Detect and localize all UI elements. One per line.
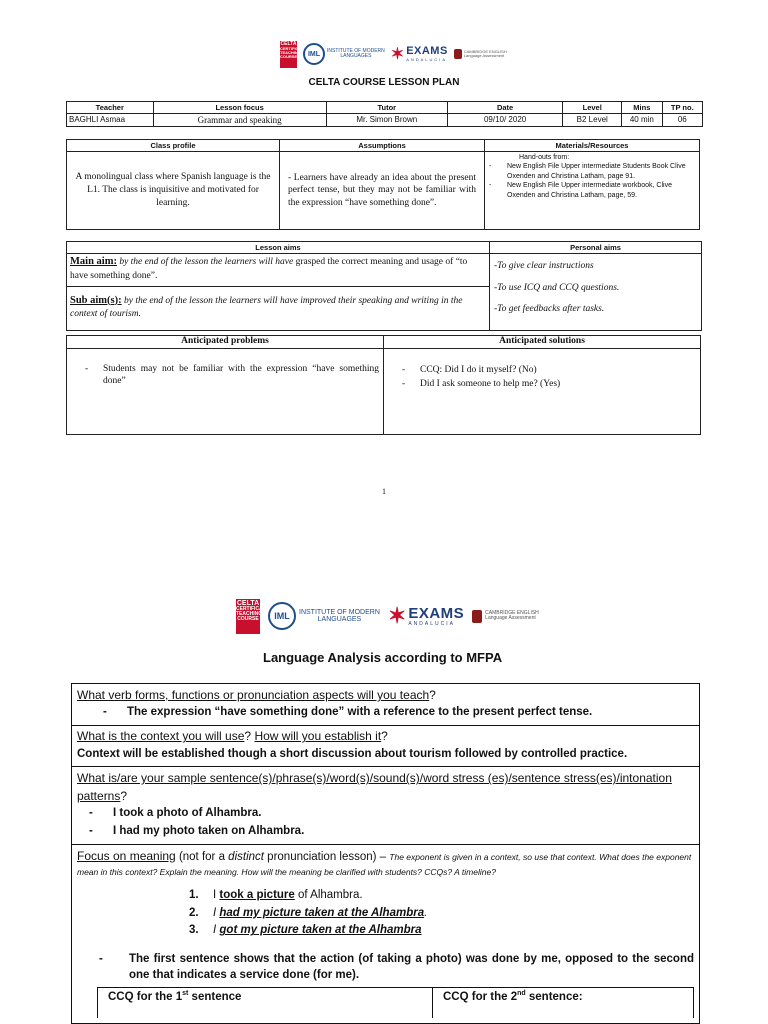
lesson-aims-header: Lesson aims [67,242,490,254]
sample-item: - I had my photo taken on Alhambra. [89,824,305,837]
assumptions-text: - Learners have already an idea about the present perfect tense, but they may not be familiar with the expression “have something done”. [280,152,485,230]
iml-mark: IML [303,43,325,65]
materials-item: - New English File Upper intermediate workbook, Clive Oxenden and Christina Latham, page, 59. [489,182,672,199]
level-value: B2 Level [563,114,622,127]
numbered-list [77,887,694,940]
cambridge-logo [472,610,539,623]
materials-cell [485,152,700,230]
aims-table [66,241,702,331]
solution-item: - Did I ask someone to help me? (Yes) [402,379,561,390]
class-profile-header: Class profile [67,140,280,152]
cambridge-text-line1: CAMBRIDGE ENGLISH [463,48,507,54]
personal-aims-cell [490,254,702,331]
exams-andalucia-logo [391,44,448,64]
date-header: Date [447,102,562,114]
mfpa-row-forms [72,684,700,726]
mfpa-table [71,683,700,1024]
date-value: 09/10/ 2020 [447,114,562,127]
tutor-value: Mr. Simon Brown [326,114,447,127]
assumptions-header: Assumptions [280,140,485,152]
iml-logo [303,43,385,65]
mfpa-row-meaning [72,844,700,1023]
numbered-item: 2. I had my picture taken at the Alhambra. [189,906,428,919]
materials-header: Materials/Resources [485,140,700,152]
cambridge-logo [454,49,507,59]
teacher-header: Teacher [67,102,154,114]
meaning-explanation: - The first sentence shows that the action (of taking a photo) was done by me, opposed to the second one that indicates a service done (for me). [99,953,694,981]
mins-header: Mins [622,102,662,114]
exams-andalucia-logo [388,603,464,629]
teacher-value: BAGHLI Asmaa [67,114,154,127]
q-meaning: Focus on meaning (not for a distinct pronunciation lesson) – The exponent is given in a context, so use that context. What does the exponent mean in this context? Explain the meaning. How will the meaning be clarified with students? CCQs? A timeline? [77,848,692,878]
q-forms: What verb forms, functions or pronunciation aspects will you teach? [77,688,436,702]
compass-star-icon: ✶ [390,46,405,63]
tutor-header: Tutor [326,102,447,114]
tp-no-header: TP no. [662,102,702,114]
problem-item: - Students may not be familiar with the expression “have something done” [85,364,379,387]
materials-intro: Hand-outs from: [519,154,570,161]
q-forms-answer: - The expression “have something done” with a reference to the present perfect tense. [103,706,593,718]
ccq1-header: CCQ for the 1st sentence [98,988,433,1018]
cambridge-shield-icon [472,610,482,623]
iml-text-line2: LANGUAGES [317,616,362,623]
tp-no-value: 06 [662,114,702,127]
iml-text-line1: INSTITUTE OF MODERN [299,608,380,616]
celta-logo: CELTA CERTIFICATE TEACHING COURSE [280,41,297,68]
personal-aim: -To get feedbacks after tasks. [494,304,605,314]
cambridge-text-line2: Language Assessment [485,615,536,621]
mins-value: 40 min [622,114,662,127]
sample-item: - I took a photo of Alhambra. [89,807,262,820]
exams-text: EXAMS [408,604,465,622]
iml-logo [268,602,380,630]
sub-aim: Sub aim(s): by the end of the lesson the learners will have improved their speaking and writing in the context of tourism. [70,294,463,320]
personal-aim: -To give clear instructions [494,261,594,271]
logo-bar [280,40,507,68]
compass-star-icon: ✶ [387,603,407,628]
page-number: 1 [382,487,386,496]
profile-table [66,139,700,230]
lesson-focus-value: Grammar and speaking [153,114,326,127]
mfpa-row-context [72,726,700,767]
cambridge-text-line1: CAMBRIDGE ENGLISH [485,609,539,616]
logo-bar-page2 [236,598,539,634]
solution-item: - CCQ: Did I do it myself? (No) [402,365,537,375]
level-header: Level [563,102,622,114]
ccq-box [97,987,694,1018]
iml-mark: IML [268,602,296,630]
lesson-focus-header: Lesson focus [153,102,326,114]
solutions-cell [384,349,701,435]
aim-divider [67,286,489,287]
materials-item: - New English File Upper intermediate Students Book Clive Oxenden and Christina Latham, page 91. [489,163,686,180]
cambridge-shield-icon [454,49,462,59]
q-context-answer: Context will be established though a short discussion about tourism followed by controlled practice. [77,747,628,760]
problems-cell [67,349,384,435]
iml-text-line2: LANGUAGES [340,53,372,59]
mfpa-title: Language Analysis according to MFPA [263,650,503,665]
class-profile-text: A monolingual class where Spanish language is the L1. The class is inquisitive and motivated for learning. [67,152,280,230]
lesson-aims-cell [67,254,490,331]
numbered-item: 1. I took a picture of Alhambra. [189,888,363,901]
problems-table [66,335,701,435]
solutions-header: Anticipated solutions [384,336,701,349]
mfpa-row-samples [72,767,700,845]
celta-logo: CELTA CERTIFICATE TEACHING COURSE [236,599,260,634]
exams-text: EXAMS [406,45,448,57]
info-table [66,101,703,127]
andalucia-text: ANDALUCIA [408,620,455,627]
cambridge-text-line2: Language Assessment [463,53,505,58]
numbered-item: 3. I got my picture taken at the Alhambra [189,924,422,937]
personal-aim: -To use ICQ and CCQ questions. [494,282,620,293]
andalucia-text: ANDALUCIA [406,57,448,62]
q-samples: What is/are your sample sentence(s)/phrase(s)/word(s)/sound(s)/word stress (es)/sentence stress(es)/intonation patterns? [77,771,672,804]
q-context: What is the context you will use? How will you establish it? [77,729,388,744]
iml-text-line1: INSTITUTE OF MODERN [327,47,385,54]
personal-aims-header: Personal aims [490,242,702,254]
main-aim: Main aim: by the end of the lesson the learners will have grasped the correct meaning and usage of “to have something done”. [70,256,468,281]
ccq2-header: CCQ for the 2nd sentence: [443,990,583,1004]
problems-header: Anticipated problems [67,336,384,349]
lesson-plan-title: CELTA COURSE LESSON PLAN [308,77,460,88]
